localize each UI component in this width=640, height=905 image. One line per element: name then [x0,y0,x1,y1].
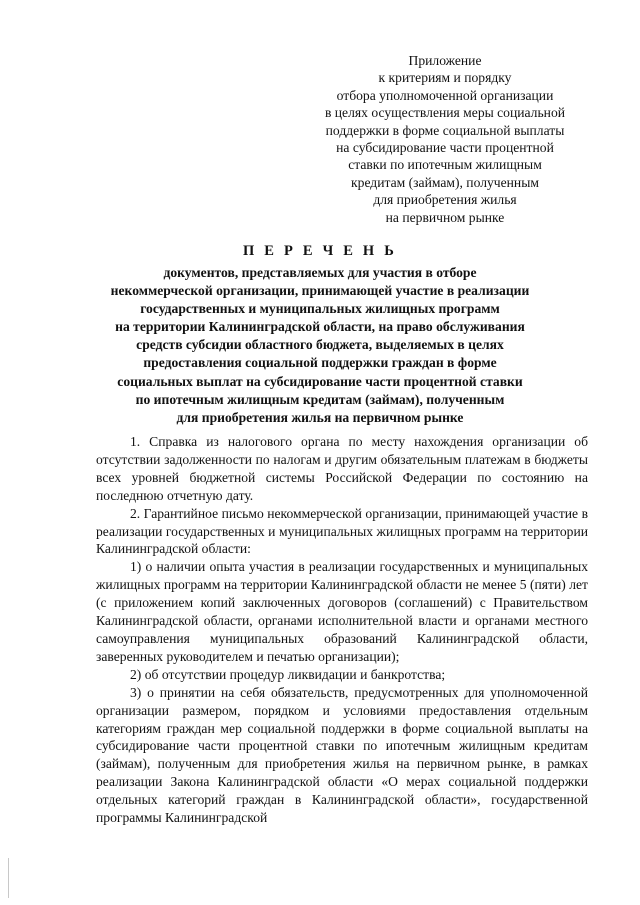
paragraph-subitem-1: 1) о наличии опыта участия в реализации государственных и муниципальных жилищных программ на территории Калининградской области не менее 5 (пяти) лет (с приложением копий заключенных договоров (соглашений) с Правительством Калининградской области, органами исполнительной власти и органами местного самоуправления муниципальных образований Калининградской области, заверенных руководителем и печатью организации); [96,559,588,664]
subtitle-line: государственных и муниципальных жилищных программ [140,301,500,317]
annex-line: кредитам (займам), полученным [351,174,539,190]
document-title: П Е Р Е Ч Е Н Ь [242,243,398,259]
subtitle-line: по ипотечным жилищным кредитам (займам), полученным [135,391,505,407]
annex-line: к критериям и порядку [378,70,512,86]
subtitle-line: для приобретения жилья на первичном рынке [176,409,464,425]
paragraph-item-2: 2. Гарантийное письмо некоммерческой организации, принимающей участие в реализации государственных и муниципальных жилищных программ на территории Калининградской области: [96,505,588,557]
document-subtitle [100,264,540,427]
annex-line: на первичном рынке [385,209,505,225]
annex-line: на субсидирование части процентной [336,140,554,156]
subtitle-line: документов, представляемых для участия в отборе [163,265,477,280]
paragraph-item-1: 1. Справка из налогового органа по месту нахождения организации об отсутствии задолженности по налогам и другим обязательным платежам в бюджеты всех уровней бюджетной системы Российской Федерации по состоянию на последнюю отчетную дату. [96,434,588,503]
paragraph-subitem-3: 3) о принятии на себя обязательств, предусмотренных для уполномоченной организации размером, порядком и условиями предоставления отдельным категориям граждан мер социальной поддержки в форме социальной выплаты на субсидирование части процентной ставки по ипотечным жилищным кредитам (займам), полученным для приобретения жилья на первичном рынке, в рамках реализации Закона Калининградской области «О мерах социальной поддержки отдельных категорий граждан в Калининградской области», государственной программы Калининградской [96,684,588,826]
annex-line: отбора уполномоченной организации [336,87,554,103]
annex-header [300,52,590,226]
paragraph-subitem-2: 2) об отсутствии процедур ликвидации и банкротства; [130,666,446,682]
scan-edge-mark [8,858,9,898]
annex-line: ставки по ипотечным жилищным [348,157,542,173]
subtitle-line: на территории Калининградской области, на право обслуживания [115,319,525,335]
annex-line: в целях осуществления меры социальной [324,105,566,121]
subtitle-line: предоставления социальной поддержки граждан в форме [143,355,497,371]
annex-line: для приобретения жилья [373,192,517,208]
annex-line: Приложение [408,53,482,68]
document-body [96,433,588,827]
annex-line: поддержки в форме социальной выплаты [325,122,565,138]
subtitle-line: социальных выплат на субсидирование части процентной ставки [117,373,523,389]
subtitle-line: средств субсидии областного бюджета, выделяемых в целях [136,337,504,353]
subtitle-line: некоммерческой организации, принимающей участие в реализации [110,283,530,299]
